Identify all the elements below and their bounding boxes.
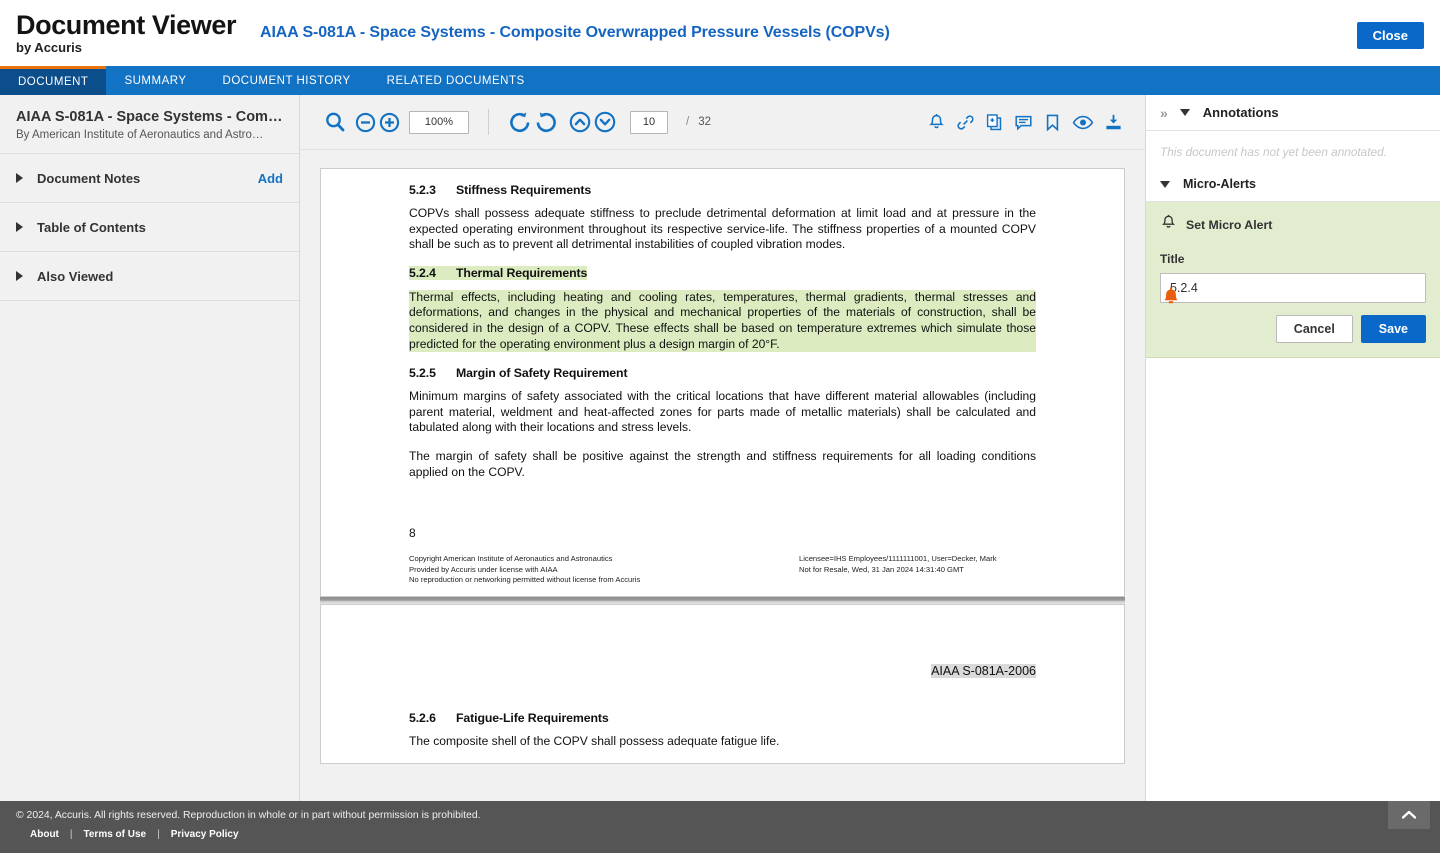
section-paragraph: COPVs shall possess adequate stiffness to preclude detrimental deformation at limit load and at pressure in the expected operating environment throughout its respective service-life. The stiffness properties of a mounted COPV shall be such as to prevent all detrimental instabilities of coupled vibration modes. [409,206,1036,252]
footer-line: No reproduction or networking permitted without license from Accuris [409,575,641,585]
document-scroll-area[interactable] [300,150,1145,801]
zoom-level-input[interactable] [409,111,469,134]
tab-document[interactable]: DOCUMENT [0,66,106,95]
previous-page-icon[interactable] [569,111,591,133]
micro-alert-marker-icon[interactable] [1160,287,1182,315]
comment-icon[interactable] [1014,113,1033,132]
scroll-to-top-button[interactable] [1388,801,1430,829]
footer-copyright: © 2024, Accuris. All rights reserved. Reproduction in whole or in part without permission is prohibited. [16,810,481,821]
section-title: Thermal Requirements [456,265,588,280]
section-title: Stiffness Requirements [456,183,592,197]
main-content [0,95,1440,801]
section-heading [409,183,1036,197]
sidebar-item-table-of-contents[interactable] [0,202,299,251]
annotations-title: Annotations [1202,105,1279,120]
micro-alert-title-input[interactable] [1160,273,1426,303]
section-heading [409,711,1036,725]
page-total: 32 [698,116,711,128]
micro-alerts-title: Micro-Alerts [1183,177,1256,191]
add-note-button[interactable]: Add [257,170,283,186]
section-number: 5.2.5 [409,366,436,381]
cancel-button[interactable]: Cancel [1276,315,1353,343]
document-header-title: AIAA S-081A - Space Systems - Composite Overwrapped Pressure Vessels (COPVs) [260,24,890,41]
tab-related-documents[interactable]: RELATED DOCUMENTS [386,74,525,87]
download-icon[interactable] [1104,113,1123,132]
app-title: Document Viewer [16,9,237,40]
section-heading [409,366,1036,380]
page-number-input[interactable] [630,111,668,134]
section-number: 5.2.6 [409,710,436,725]
zoom-in-icon[interactable] [379,112,400,133]
triangle-right-icon [16,222,23,232]
triangle-down-icon[interactable] [1180,109,1190,116]
zoom-out-icon[interactable] [355,112,376,133]
chevron-up-icon [1401,809,1417,821]
footer-line: Not for Resale, Wed, 31 Jan 2024 14:31:40 GMT [799,564,964,574]
annotations-empty-message: This document has not yet been annotated. [1160,145,1387,159]
section-title: Margin of Safety Requirement [456,366,628,381]
section-paragraph: The margin of safety shall be positive against the strength and stiffness requirements for all loading conditions applied on the COPV. [409,448,1036,479]
footer-line: Licensee=IHS Employees/1111111001, User=Decker, Mark [799,554,997,564]
eye-icon[interactable] [1072,113,1094,132]
copy-page-icon[interactable] [985,113,1004,132]
set-micro-alert-heading: Set Micro Alert [1186,218,1273,232]
footer-link-separator: | [69,829,73,840]
app-header [0,0,1440,66]
brand-logo [0,11,250,55]
footer-line: Provided by Accuris under license with AIAA [409,564,558,574]
page-footer-right [799,554,997,586]
viewer-toolbar [300,95,1145,150]
next-page-icon[interactable] [594,111,616,133]
section-number: 5.2.3 [409,183,436,197]
document-viewer [300,95,1145,801]
double-chevron-right-icon[interactable]: » [1160,104,1166,121]
section-title: Fatigue-Life Requirements [456,710,609,725]
bell-icon[interactable] [927,113,946,132]
link-icon[interactable] [956,113,975,132]
section-paragraph: Minimum margins of safety associated with the critical locations that have different material allowables (including parent material, weldment and heat-affected zones for parts made of metallic materials) shall be calculated and tabulated along with their locations and stress levels. [409,389,1036,435]
page-footer-left [409,554,799,586]
rotate-right-icon[interactable] [534,111,558,133]
footer-link-about[interactable]: About [30,829,59,840]
app-subtitle: by Accuris [16,40,82,56]
set-micro-alert-panel [1146,202,1440,358]
section-paragraph: The composite shell of the COPV shall possess adequate fatigue life. [409,733,780,748]
footer-link-terms-of-use[interactable]: Terms of Use [83,829,147,840]
sidebar-item-also-viewed[interactable] [0,251,299,300]
annotations-header [1146,95,1440,131]
left-sidebar [0,95,300,801]
save-button[interactable]: Save [1361,315,1426,343]
footer-line: Copyright American Institute of Aeronautics and Astronautics [409,554,613,564]
footer-link-privacy-policy[interactable]: Privacy Policy [170,829,239,840]
document-page-9 [320,604,1125,764]
page-number-label: 8 [409,526,416,541]
tab-summary[interactable]: SUMMARY [124,74,187,87]
main-tabbar [0,66,1440,95]
triangle-right-icon [16,173,23,183]
triangle-right-icon [16,271,23,281]
running-head-text: AIAA S-081A-2006 [931,663,1036,678]
bookmark-icon[interactable] [1043,113,1062,132]
triangle-down-icon[interactable] [1160,181,1170,188]
toolbar-separator [488,109,489,135]
sidebar-divider [0,300,299,301]
highlighted-paragraph: Thermal effects, including heating and cooling rates, temperatures, thermal gradients, thermal stresses and deformations, and changes in the physical and mechanical properties of the materials of construction, shall be considered in the design of a COPV. These effects shall be based on temperature extremes which simulate those predicted for the operating environment plus a design margin of 20°F. [409,289,1036,351]
sidebar-item-document-notes[interactable] [0,153,299,202]
rotate-left-icon[interactable] [508,111,532,133]
footer-links [16,829,1440,840]
section-number: 5.2.4 [409,266,456,280]
sidebar-item-label: Document Notes [37,170,141,186]
section-heading [409,266,1036,280]
sidebar-item-label: Table of Contents [37,219,146,235]
annotations-panel [1145,95,1440,801]
sidebar-document-info [0,95,299,153]
page-footer [409,554,1036,596]
document-page-8 [320,168,1125,597]
page-separator: / [686,116,690,128]
sidebar-document-title: AIAA S-081A - Space Systems - Com… [16,109,283,125]
footer-link-separator: | [157,829,160,840]
title-field-label: Title [1160,252,1185,266]
close-button[interactable]: Close [1357,22,1424,49]
sidebar-document-author: By American Institute of Aeronautics and Astro… [16,129,264,141]
sidebar-item-label: Also Viewed [37,268,114,284]
tab-document-history[interactable]: DOCUMENT HISTORY [222,74,351,87]
page-divider [320,597,1125,604]
search-icon[interactable] [324,111,346,133]
micro-alerts-section-header[interactable] [1146,159,1440,202]
running-head [409,619,1036,678]
bell-icon [1160,214,1177,236]
page-footer-bar [0,801,1440,853]
